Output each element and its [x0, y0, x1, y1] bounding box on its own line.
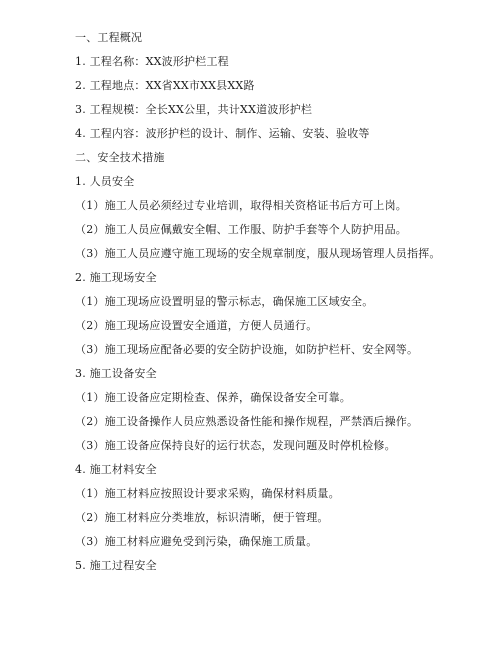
paragraph-line: （2）施工材料应分类堆放，标识清晰，便于管理。: [75, 511, 329, 524]
subsection-heading: 5. 施工过程安全: [75, 559, 157, 572]
paragraph-line: （1）施工设备应定期检查、保养，确保设备安全可靠。: [75, 391, 351, 404]
paragraph-line: （1）施工人员必须经过专业培训，取得相关资格证书后方可上岗。: [75, 199, 407, 212]
subsection-heading: 3. 施工设备安全: [75, 367, 157, 380]
list-item: 2. 工程地点：XX省XX市XX县XX路: [75, 79, 255, 92]
section-heading: 一、工程概况: [75, 31, 143, 44]
paragraph-line: （2）施工设备操作人员应熟悉设备性能和操作规程，严禁酒后操作。: [75, 415, 419, 428]
subsection-heading: 2. 施工现场安全: [75, 271, 157, 284]
subsection-heading: 4. 施工材料安全: [75, 463, 157, 476]
list-item: 4. 工程内容：波形护栏的设计、制作、运输、安装、验收等: [75, 127, 370, 140]
subsection-heading: 1. 人员安全: [75, 175, 135, 188]
paragraph-line: （3）施工人员应遵守施工现场的安全规章制度，服从现场管理人员指挥。: [75, 247, 441, 260]
paragraph-line: （1）施工材料应按照设计要求采购，确保材料质量。: [75, 487, 340, 500]
paragraph-line: （3）施工现场应配备必要的安全防护设施，如防护栏杆、安全网等。: [75, 343, 419, 356]
list-item: 1. 工程名称：XX波形护栏工程: [75, 55, 229, 68]
paragraph-line: （3）施工材料应避免受到污染，确保施工质量。: [75, 535, 318, 548]
paragraph-line: （1）施工现场应设置明显的警示标志，确保施工区域安全。: [75, 295, 374, 308]
list-item: 3. 工程规模：全长XX公里，共计XX道波形护栏: [75, 103, 313, 116]
paragraph-line: （2）施工现场应设置安全通道，方便人员通行。: [75, 319, 318, 332]
paragraph-line: （3）施工设备应保持良好的运行状态，发现问题及时停机检修。: [75, 439, 396, 452]
section-heading: 二、安全技术措施: [75, 151, 165, 164]
paragraph-line: （2）施工人员应佩戴安全帽、工作服、防护手套等个人防护用品。: [75, 223, 407, 236]
